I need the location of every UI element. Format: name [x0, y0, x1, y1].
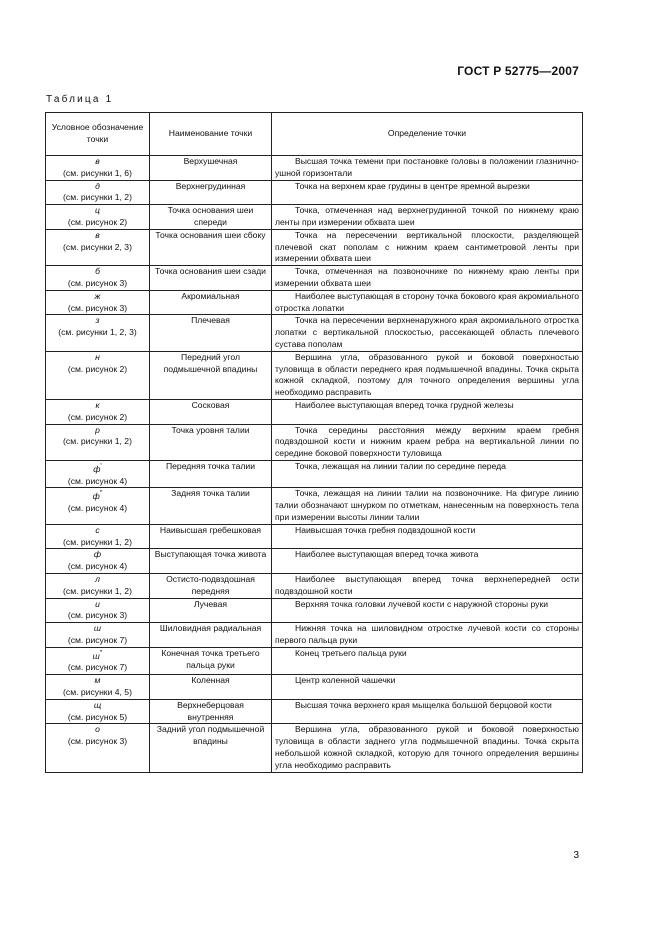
column-header-definition: Определение точки	[272, 113, 583, 156]
figure-reference: (см. рисунок 4)	[67, 475, 128, 486]
point-code-cell	[46, 351, 150, 399]
point-definition-cell: Нижняя точка на шиловидном отростке лучевой кости со стороны первого пальца руки	[272, 623, 583, 648]
figure-reference: (см. рисунок 2)	[67, 216, 128, 227]
table-row	[46, 399, 583, 424]
table-row	[46, 524, 583, 549]
point-symbol: д	[95, 180, 100, 191]
figure-reference: (см. рисунки 1, 2, 3)	[58, 327, 137, 338]
point-symbol: в	[95, 156, 100, 166]
point-name-cell: Верхушечная	[150, 156, 272, 181]
figure-reference: (см. рисунки 2, 3)	[63, 241, 132, 252]
point-symbol: з	[95, 315, 100, 326]
point-symbol: и	[95, 598, 100, 609]
table-caption: Таблица 1	[46, 94, 114, 105]
point-definition-cell: Точка на пересечении вертикальной плоскости, разделяющей плечевой скат пополам с нижним краем сантиметровой ленты при измерении обхвата шеи	[272, 229, 583, 265]
table-row	[46, 623, 583, 648]
point-symbol-mark: '	[100, 461, 102, 470]
point-symbol-mark: "	[99, 489, 103, 498]
point-definition-cell: Наиболее выступающая в сторону точка бокового края акромиального отростка лопатки	[272, 290, 583, 315]
point-code-cell	[46, 675, 150, 700]
figure-reference: (см. рисунки 1, 6)	[63, 167, 132, 178]
point-definition-cell: Точка на верхнем крае грудины в центре яремной вырезки	[272, 180, 583, 205]
column-header-code: Условное обозначение точки	[46, 113, 150, 156]
point-symbol: м	[94, 675, 101, 686]
point-definition-cell: Точка, лежащая на линии талии по середине переда	[272, 460, 583, 487]
point-definition-cell: Вершина угла, образованного рукой и боковой поверхностью туловища в области заднего угла подмышечной впадины. Точка скрыта небольшой кожной складкой, которую для точного определения вершины угла необходимо расправить	[272, 724, 583, 772]
point-name-cell: Точка основания шеи сзади	[150, 266, 272, 291]
figure-reference: (см. рисунки 1, 2)	[63, 436, 132, 447]
point-definition-cell: Центр коленной чашечки	[272, 675, 583, 700]
point-symbol: с	[95, 524, 100, 535]
point-code-cell	[46, 424, 150, 460]
point-definition-cell: Точка, отмеченная на позвоночнике по нижнему краю ленты при измерении обхвата шеи	[272, 266, 583, 291]
point-definition-cell: Точка на пересечении верхненаружного края акромиального отростка лопатки с вертикальной плоскостью, рассекающей область плечевого сустава пополам	[272, 315, 583, 351]
point-definition-cell: Наиболее выступающая вперед точка живота	[272, 549, 583, 574]
point-symbol: ш	[92, 650, 100, 661]
table-row	[46, 724, 583, 772]
table-row	[46, 229, 583, 265]
point-code-cell	[46, 266, 150, 291]
figure-reference: (см. рисунок 5)	[67, 711, 128, 722]
point-name-cell: Остисто-подвздошная передняя	[150, 573, 272, 598]
point-code-cell	[46, 399, 150, 424]
point-code-cell	[46, 524, 150, 549]
point-code-cell	[46, 229, 150, 265]
point-name-cell: Наивысшая гребешковая	[150, 524, 272, 549]
table-row	[46, 675, 583, 700]
point-code-cell	[46, 699, 150, 724]
table-row	[46, 205, 583, 230]
table-row	[46, 647, 583, 674]
figure-reference: (см. рисунки 4, 5)	[63, 686, 132, 697]
point-code-cell	[46, 573, 150, 598]
point-name-cell: Точка основания шеи сбоку	[150, 229, 272, 265]
point-definition-cell: Наиболее выступающая вперед точка грудной железы	[272, 399, 583, 424]
point-definition-cell: Точка середины расстояния между верхним краем гребня подвздошной кости и нижним краем ребра на вертикальной линии по середине боковой поверхности туловища	[272, 424, 583, 460]
table-row	[46, 549, 583, 574]
figure-reference: (см. рисунок 3)	[67, 736, 128, 747]
figure-reference: (см. рисунки 1, 2)	[63, 536, 132, 547]
point-code-cell	[46, 724, 150, 772]
table-row	[46, 488, 583, 524]
point-name-cell: Задний угол подмышечной впадины	[150, 724, 272, 772]
point-code-cell	[46, 623, 150, 648]
point-code-cell	[46, 647, 150, 674]
point-symbol: к	[95, 399, 100, 410]
point-symbol: о	[95, 724, 100, 735]
figure-reference: (см. рисунок 3)	[67, 277, 128, 288]
point-name-cell: Шиловидная радиальная	[150, 623, 272, 648]
point-name-cell: Акромиальная	[150, 290, 272, 315]
figure-reference: (см. рисунок 3)	[67, 302, 128, 313]
point-symbol: ж	[94, 290, 101, 301]
point-symbol: щ	[93, 699, 102, 710]
point-name-cell: Верхнеберцовая внутренняя	[150, 699, 272, 724]
point-definition-cell: Верхняя точка головки лучевой кости с наружной стороны руки	[272, 598, 583, 623]
figure-reference: (см. рисунок 4)	[67, 503, 128, 514]
point-symbol: ш	[93, 623, 102, 634]
point-definition-cell: Конец третьего пальца руки	[272, 647, 583, 674]
point-name-cell: Передний угол подмышечной впадины	[150, 351, 272, 399]
point-name-cell: Лучевая	[150, 598, 272, 623]
table-row	[46, 351, 583, 399]
point-code-cell	[46, 156, 150, 181]
point-code-cell	[46, 290, 150, 315]
point-code-cell	[46, 488, 150, 524]
point-code-cell	[46, 205, 150, 230]
point-name-cell: Точка уровня талии	[150, 424, 272, 460]
table-row	[46, 315, 583, 351]
point-name-cell: Передняя точка талии	[150, 460, 272, 487]
point-symbol: р	[95, 424, 100, 435]
point-symbol: б	[95, 266, 100, 277]
point-definition-cell: Наиболее выступающая вперед точка верхнепередней ости подвздошной кости	[272, 573, 583, 598]
point-symbol: ф	[92, 491, 100, 502]
page-number: 3	[573, 850, 579, 861]
point-code-cell	[46, 315, 150, 351]
figure-reference: (см. рисунок 7)	[67, 662, 128, 673]
point-name-cell: Сосковая	[150, 399, 272, 424]
point-symbol: ф	[93, 549, 102, 560]
point-name-cell: Точка основания шеи спереди	[150, 205, 272, 230]
point-definition-cell: Наивысшая точка гребня подвздошной кости	[272, 524, 583, 549]
point-name-cell: Коленная	[150, 675, 272, 700]
figure-reference: (см. рисунки 1, 2)	[63, 192, 132, 203]
point-symbol: в	[95, 229, 100, 240]
figure-reference: (см. рисунок 2)	[67, 411, 128, 422]
figure-reference: (см. рисунок 3)	[67, 610, 128, 621]
point-definition-cell: Высшая точка темени при постановке головы в положении глазнично-ушной горизонтали	[272, 156, 583, 181]
point-name-cell: Задняя точка талии	[150, 488, 272, 524]
point-code-cell	[46, 549, 150, 574]
column-header-name: Наименование точки	[150, 113, 272, 156]
point-name-cell: Конечная точка третьего пальца руки	[150, 647, 272, 674]
figure-reference: (см. рисунок 7)	[67, 634, 128, 645]
figure-reference: (см. рисунок 2)	[67, 363, 128, 374]
table-row	[46, 573, 583, 598]
point-symbol-mark: "	[99, 648, 103, 657]
standard-header: ГОСТ Р 52775—2007	[457, 64, 579, 78]
table-row	[46, 290, 583, 315]
table-row	[46, 460, 583, 487]
point-symbol: ф	[93, 463, 101, 474]
point-code-cell	[46, 180, 150, 205]
table-row	[46, 598, 583, 623]
point-definition-cell: Высшая точка верхнего края мыщелка большой берцовой кости	[272, 699, 583, 724]
point-definition-cell: Точка, отмеченная над верхнегрудинной точкой по нижнему краю ленты при измерении обхвата шеи	[272, 205, 583, 230]
point-symbol: ц	[95, 205, 100, 216]
point-name-cell: Выступающая точка живота	[150, 549, 272, 574]
table-row	[46, 156, 583, 181]
point-name-cell: Верхнегрудинная	[150, 180, 272, 205]
point-definition-cell: Вершина угла, образованного рукой и боковой поверхностью туловища в области переднего края подмышечной впадины. Точка скрыта кожной складкой, поэтому для точного определения вершины угла необходимо расправить	[272, 351, 583, 399]
table-header-row	[46, 113, 583, 156]
table-row	[46, 180, 583, 205]
point-name-cell: Плечевая	[150, 315, 272, 351]
table-row	[46, 266, 583, 291]
table-row	[46, 424, 583, 460]
point-symbol: л	[95, 573, 100, 584]
table-row	[46, 699, 583, 724]
point-code-cell	[46, 598, 150, 623]
anthropometric-points-table	[45, 112, 583, 773]
point-symbol: н	[95, 351, 100, 362]
figure-reference: (см. рисунки 1, 2)	[63, 585, 132, 596]
figure-reference: (см. рисунок 4)	[67, 561, 128, 572]
point-definition-cell: Точка, лежащая на линии талии на позвоночнике. На фигуре линию талии обозначают шнурком по отметкам, нанесенным на поверхность тела при измерении высоты линии талии	[272, 488, 583, 524]
point-code-cell	[46, 460, 150, 487]
